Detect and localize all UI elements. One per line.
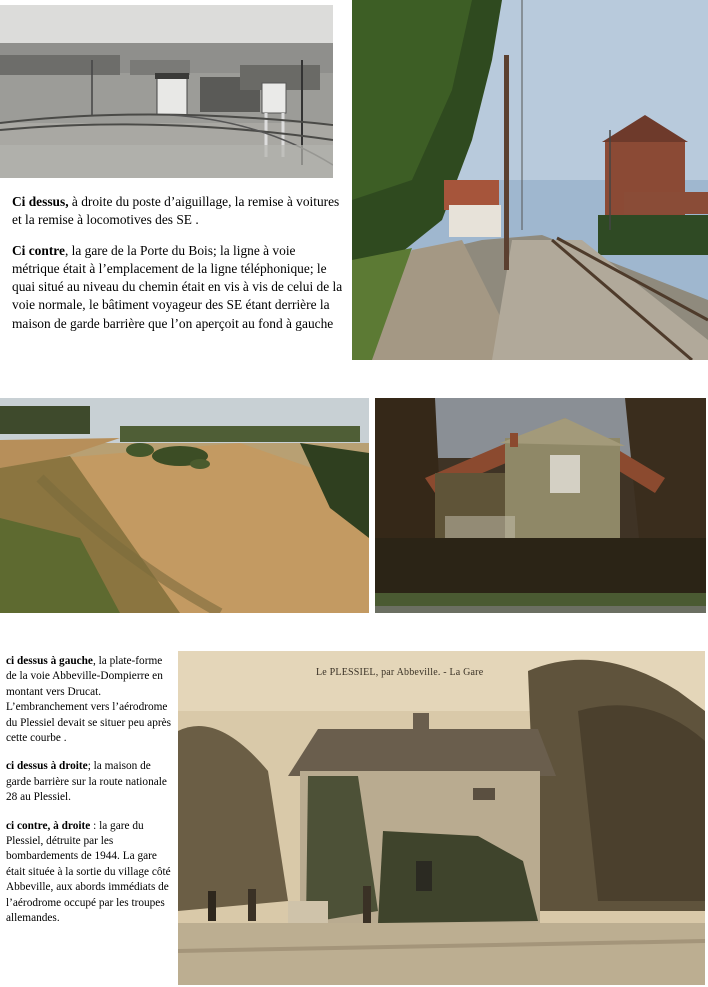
caption-top-para-2: Ci contre, la gare de la Porte du Bois; la ligne à voie métrique était à l’emplacement de la ligne téléphonique; le quai situé au niveau du chemin était en vis à vis de celui de la voie normale, le bâtiment voyageur des SE étant derrière la maison de garde barrière que l’on aperçoit au fond à gauche bbox=[12, 242, 343, 331]
postcard-title: Le PLESSIEL, par Abbeville. - La Gare bbox=[316, 667, 484, 678]
caption-top-para-1: Ci dessus, à droite du poste d’aiguillage, la remise à voitures et la remise à locomotives des SE . bbox=[12, 194, 340, 228]
caption-top bbox=[12, 193, 344, 333]
photo-trackbed-field bbox=[0, 398, 369, 613]
photo-yard-bw bbox=[0, 5, 333, 178]
photo-plessiel-postcard bbox=[178, 651, 705, 985]
photo-crossing-house bbox=[375, 398, 706, 613]
caption-bottom bbox=[6, 654, 172, 927]
caption-bottom-para-3: ci contre, à droite : la gare du Plessiel, détruite par les bombardements de 1944. La gare était située à la sortie du village côté Abbeville, aux abords immédiats de l’aérodrome occupé par les troupes allemandes. bbox=[6, 819, 171, 925]
caption-bottom-para-1: ci dessus à gauche, la plate-forme de la voie Abbeville-Dompierre en montant vers Drucat. L’embranchement vers l’aérodrome du Plessiel devait se situer peu après cette courbe . bbox=[6, 655, 172, 745]
caption-bottom-para-2: ci dessus à droite; la maison de garde barrière sur la route nationale 28 au Plessiel. bbox=[6, 760, 167, 804]
photo-porte-du-bois bbox=[352, 0, 708, 360]
